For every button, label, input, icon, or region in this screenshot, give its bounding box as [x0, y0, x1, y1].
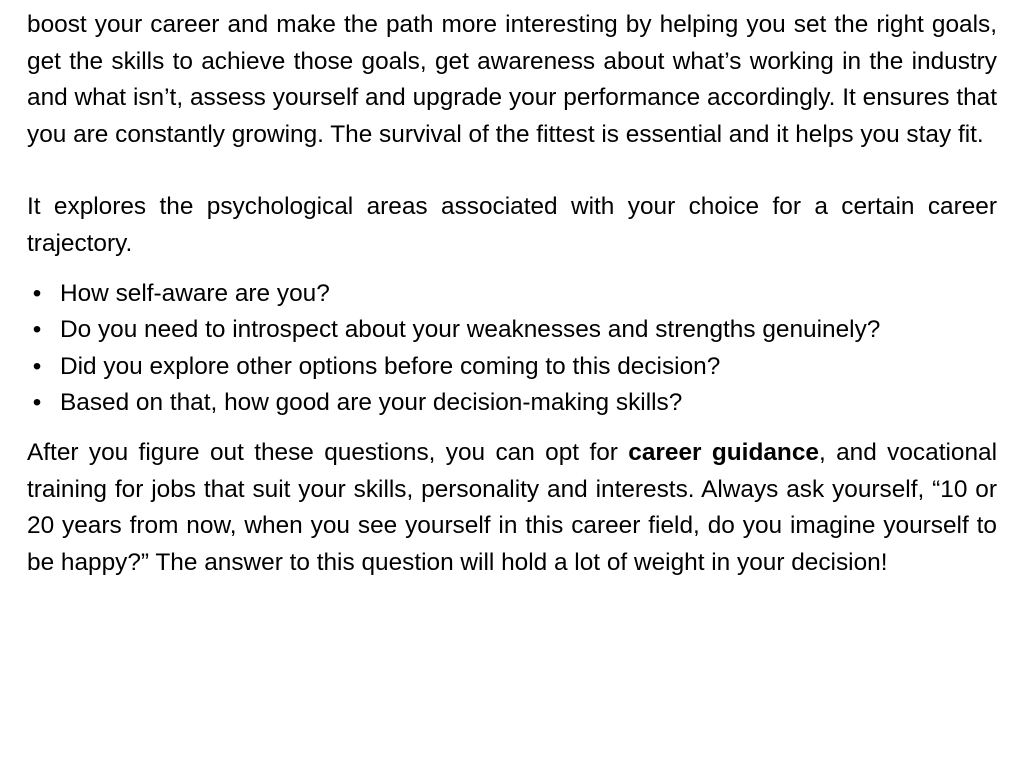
bullet-icon: •: [32, 316, 42, 344]
document-page: [27, 7, 997, 581]
intro-paragraph: boost your career and make the path more interesting by helping you set the right goals, get the skills to achieve those goals, get awareness about what’s working in the industry and what isn’t, assess yourself and upgrade your performance accordingly. It ensures that you are constantly growing. The survival of the fittest is essential and it helps you stay fit.: [27, 11, 997, 148]
career-guidance-emphasis: career guidance: [628, 438, 819, 466]
paragraph-spacer: [27, 153, 997, 189]
psychology-paragraph: It explores the psychological areas associated with your choice for a certain career trajectory.: [27, 193, 997, 257]
list-item: [27, 385, 997, 422]
list-item: [27, 312, 997, 349]
list-item: [27, 349, 997, 386]
closing-text-start: After you figure out these questions, you can opt for: [27, 438, 629, 466]
closing-text-end: , and vocational training for jobs that suit your skills, personality and interests. Always ask yourself, “10 or 20 years from now, when you see yourself in this career field, do you imagine yourself to be happy?” The answer to this question will hold a lot of weight in your decision!: [27, 438, 997, 576]
closing-paragraph: [27, 435, 997, 581]
list-item-text: How self-aware are you?: [60, 279, 330, 307]
list-spacer: [27, 263, 997, 276]
list-item-text: Do you need to introspect about your weaknesses and strengths genuinely?: [60, 316, 881, 344]
list-spacer: [27, 422, 997, 435]
bullet-icon: •: [32, 352, 42, 380]
list-item: [27, 276, 997, 313]
bullet-icon: •: [32, 389, 42, 417]
bullet-icon: •: [32, 279, 42, 307]
list-item-text: Based on that, how good are your decision-making skills?: [60, 389, 683, 417]
question-list: [27, 276, 997, 422]
list-item-text: Did you explore other options before coming to this decision?: [60, 352, 721, 380]
